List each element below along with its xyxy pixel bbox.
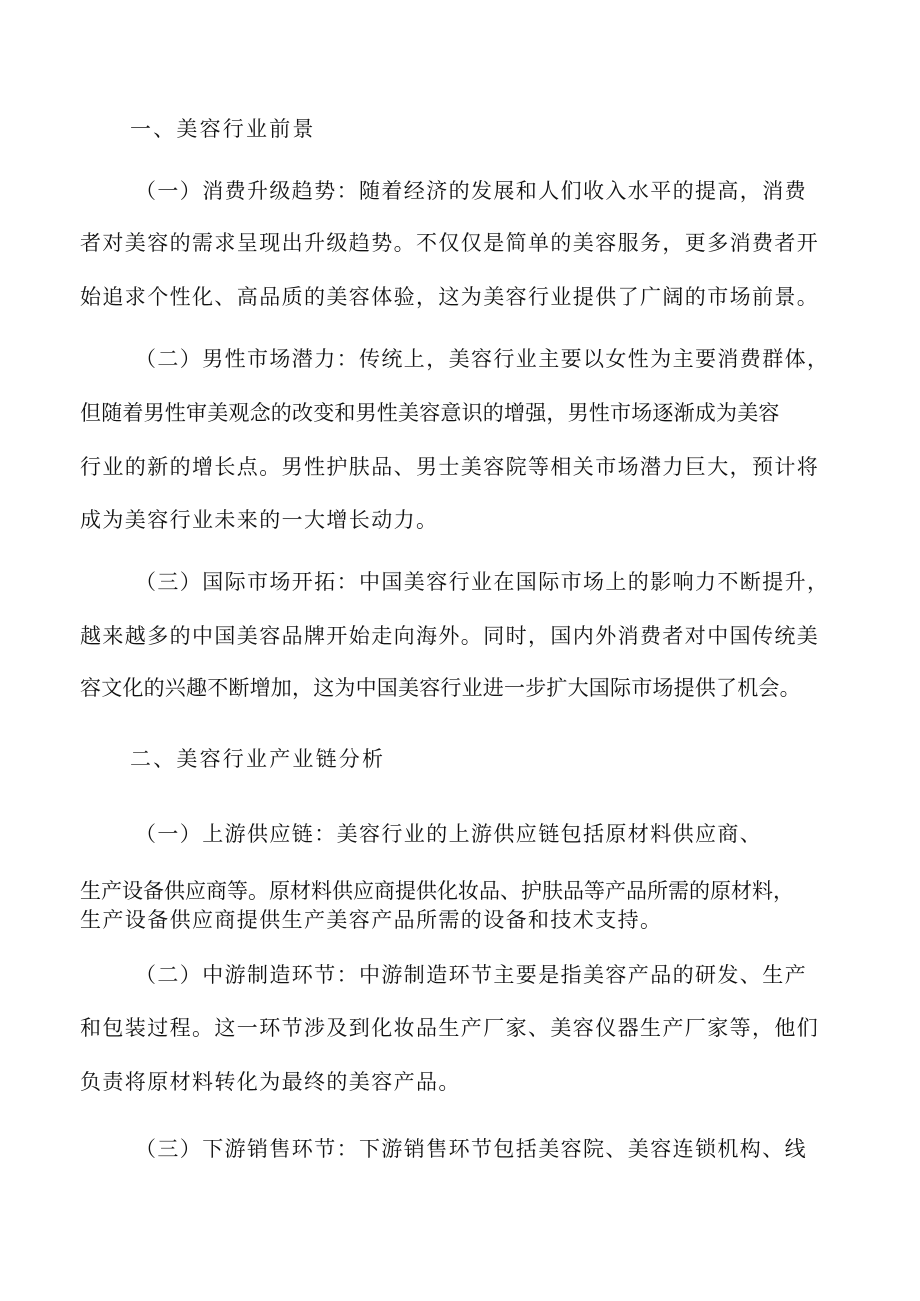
- paragraph-line: （二）男性市场潜力：传统上，美容行业主要以女性为主要消费群体，: [135, 347, 830, 371]
- paragraph-line: （二）中游制造环节：中游制造环节主要是指美容产品的研发、生产: [135, 963, 807, 987]
- paragraph-line: 行业的新的增长点。男性护肤品、男士美容院等相关市场潜力巨大，预计将: [80, 455, 820, 479]
- section-heading-1: 一、美容行业前景: [130, 117, 316, 141]
- paragraph-line: 生产设备供应商等。原材料供应商提供化妆品、护肤品等产品所需的原材料，: [80, 879, 794, 903]
- paragraph-line: 越来越多的中国美容品牌开始走向海外。同时，国内外消费者对中国传统美: [80, 624, 820, 648]
- section-heading-2: 二、美容行业产业链分析: [130, 747, 386, 771]
- paragraph-line: 始追求个性化、高品质的美容体验，这为美容行业提供了广阔的市场前景。: [80, 285, 820, 309]
- paragraph-line: 者对美容的需求呈现出升级趋势。不仅仅是简单的美容服务，更多消费者开: [80, 231, 820, 255]
- paragraph-line: 生产设备供应商提供生产美容产品所需的设备和技术支持。: [80, 908, 663, 932]
- paragraph-line: 成为美容行业未来的一大增长动力。: [80, 508, 439, 532]
- paragraph-line: （一）上游供应链：美容行业的上游供应链包括原材料供应商、: [135, 822, 763, 846]
- paragraph-line: （一）消费升级趋势：随着经济的发展和人们收入水平的提高，消费: [135, 179, 807, 203]
- paragraph-line: 和包装过程。这一环节涉及到化妆品生产厂家、美容仪器生产厂家等，他们: [80, 1016, 820, 1040]
- paragraph-line: （三）下游销售环节：下游销售环节包括美容院、美容连锁机构、线: [135, 1137, 807, 1161]
- paragraph-line: 容文化的兴趣不断增加，这为中国美容行业进一步扩大国际市场提供了机会。: [80, 676, 801, 700]
- paragraph-line: （三）国际市场开拓：中国美容行业在国际市场上的影响力不断提升，: [135, 570, 830, 594]
- paragraph-line: 负责将原材料转化为最终的美容产品。: [80, 1070, 461, 1094]
- paragraph-line: 但随着男性审美观念的改变和男性美容意识的增强，男性市场逐渐成为美容: [80, 401, 780, 425]
